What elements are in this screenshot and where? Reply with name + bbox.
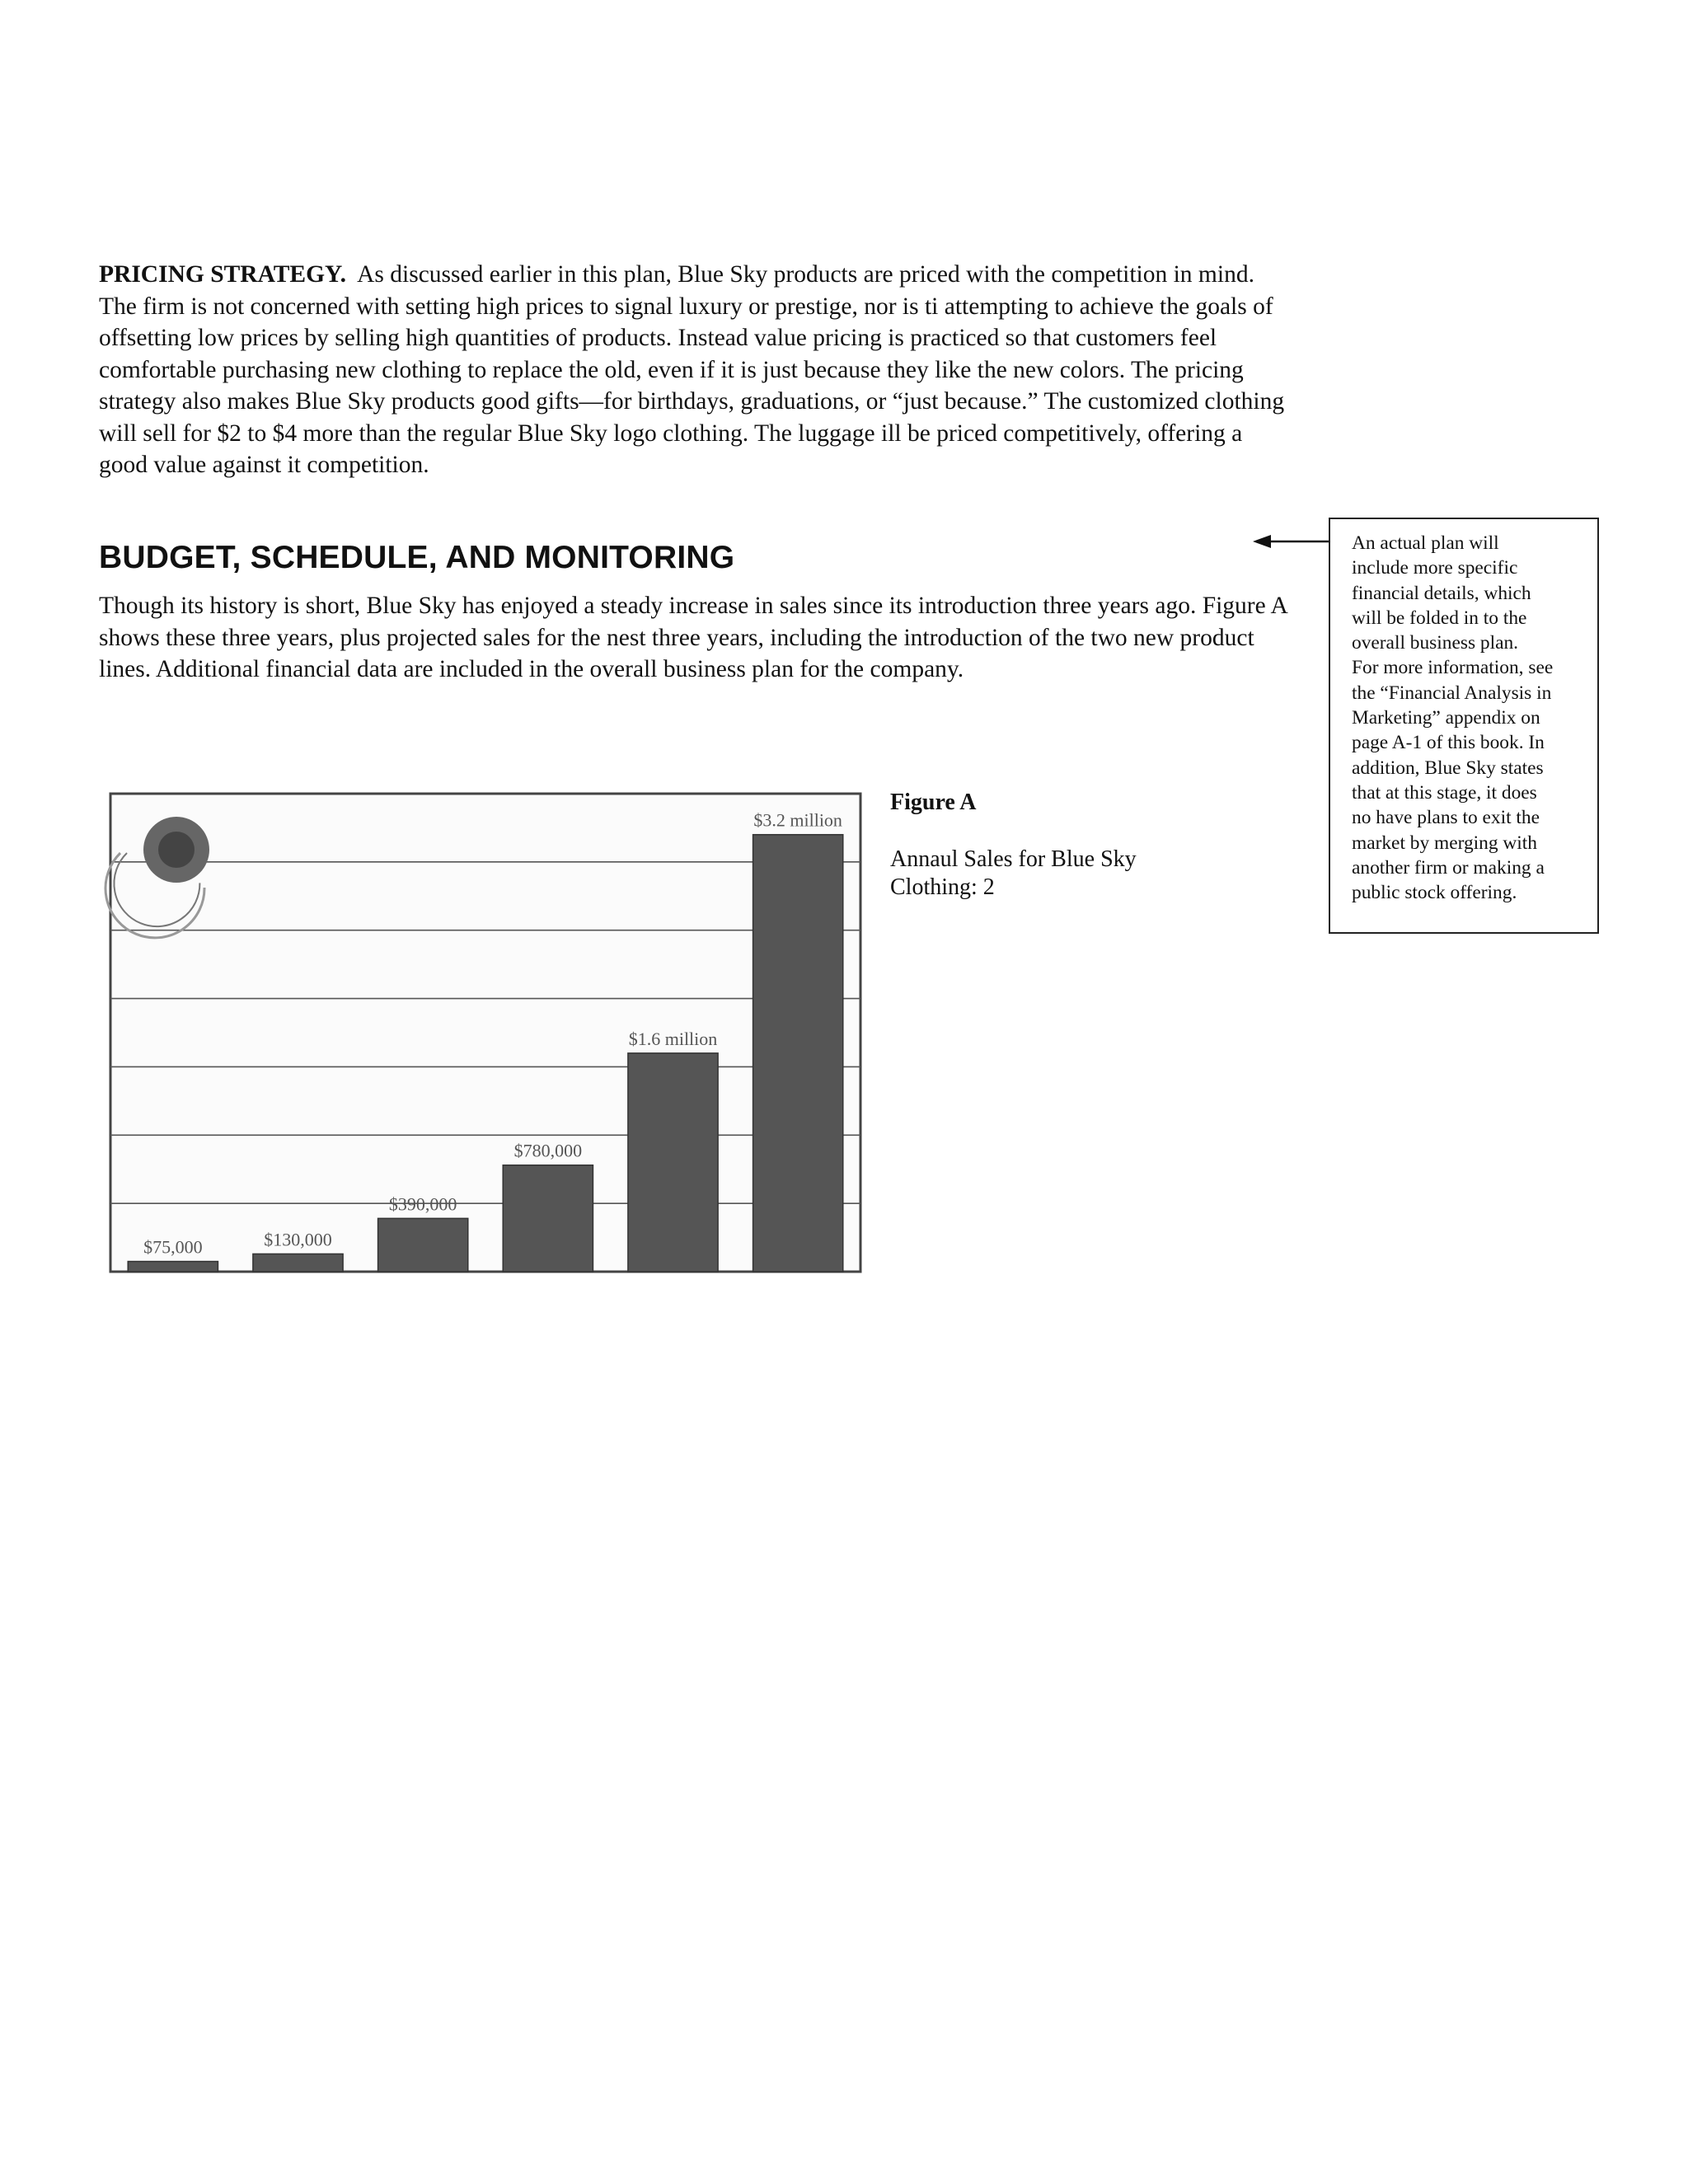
bar-value-label: $3.2 million xyxy=(753,809,842,831)
chart-bar xyxy=(503,1165,593,1272)
budget-paragraph: Though its history is short, Blue Sky has enjoyed a steady increase in sales since its introduction three years ago. Figure A shows these three years, plus projected sales for the nest three years, including the introduction of the two new product lines. Additional financial data are included in the overall business plan for the company. xyxy=(99,593,1287,682)
chart-bar xyxy=(378,1218,468,1272)
figure-description: Annaul Sales for Blue Sky Clothing: 2 xyxy=(890,846,1137,900)
chart-frame xyxy=(110,794,860,1272)
bar-value-label: $75,000 xyxy=(143,1236,203,1258)
chart-bar xyxy=(253,1254,343,1272)
bar-value-label: $780,000 xyxy=(513,1140,583,1161)
side-note: An actual plan will include more specific financial details, which will be folded in to the overall business plan. For more information, see the “Financial Analysis in Marketing” appendix on page A-1 of this book. In addition, Blue Sky states that at this stage, it does no have plans to exit the market by merging with another firm or making a public stock offering. xyxy=(1329,518,1599,934)
chart-bar xyxy=(753,835,843,1272)
pricing-strategy-lead: PRICING STRATEGY. xyxy=(99,261,346,288)
pricing-strategy-text: As discussed earlier in this plan, Blue Sky products are priced with the competition in mind. The firm is not concerned with setting high prices to signal luxury or prestige, nor is ti attempting to achieve the goals of offsetting low prices by selling high quantities of products. Instead value pricing is practiced so that customers feel comfortable purchasing new clothing to replace the old, even if it is just because they like the new colors. The pricing strategy also makes Blue Sky products good gifts—for birthdays, graduations, or “just because.” The customized clothing will sell for $2 to $4 more than the regular Blue Sky logo clothing. The luggage ill be priced competitively, offering a good value against it competition. xyxy=(99,261,1285,478)
figure-title: Figure A xyxy=(890,790,977,815)
bar-value-label: $1.6 million xyxy=(628,1028,718,1049)
bar-value-label: $130,000 xyxy=(264,1229,332,1250)
chart-bar xyxy=(628,1053,718,1272)
pricing-strategy-paragraph xyxy=(99,259,1294,481)
sales-bar-chart xyxy=(96,779,870,1282)
callout-arrow-icon xyxy=(1253,533,1329,550)
budget-heading: BUDGET, SCHEDULE, AND MONITORING xyxy=(99,540,735,575)
bar-value-label: $390,000 xyxy=(388,1193,457,1215)
chart-bar xyxy=(128,1262,218,1272)
figure-a-chart xyxy=(96,779,870,1282)
